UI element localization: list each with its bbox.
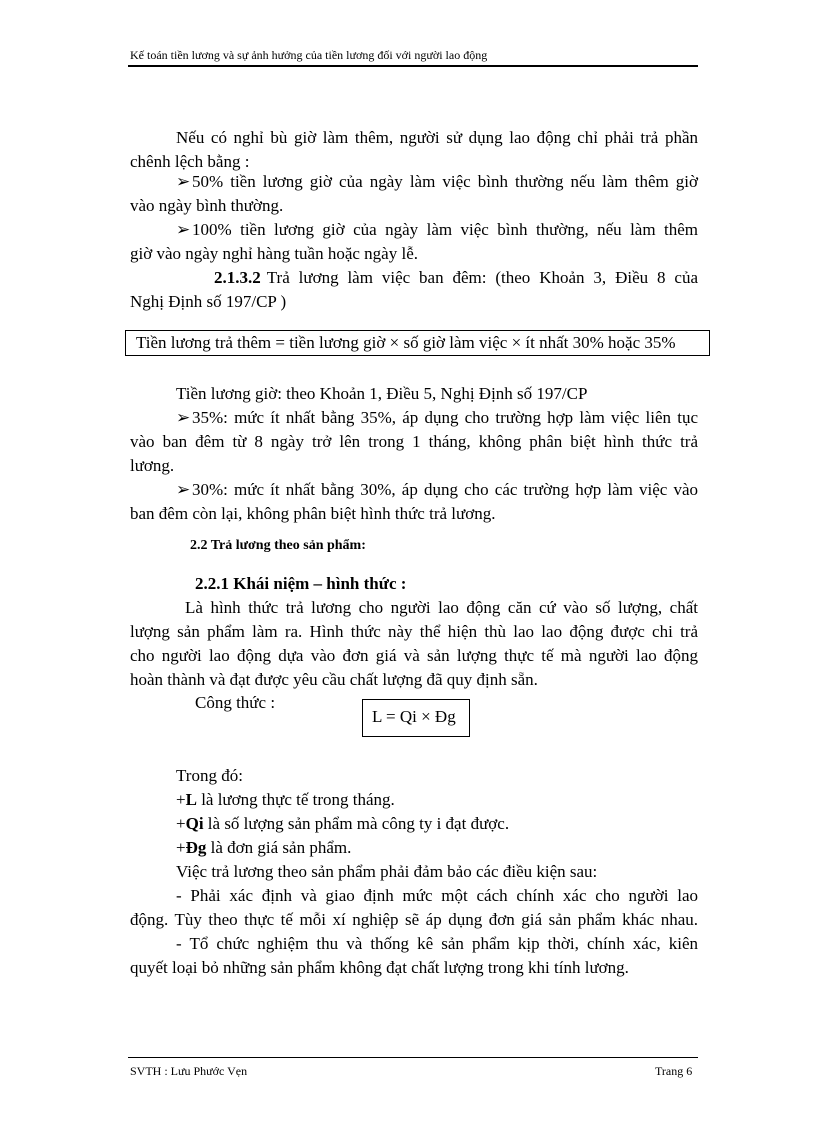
bullet-text: 30%: mức ít nhất bằng 30%, áp dụng cho các trường hợp làm việc vào [192,480,698,499]
arrow-bullet-icon: ➢ [176,480,191,499]
definition-item: +Qi là số lượng sản phẩm mà công ty i đạt được. [176,814,510,833]
definition-symbol: L [185,790,197,809]
definition-symbol: Đg [185,838,207,857]
paragraph-line: giờ vào ngày nghỉ hàng tuần hoặc ngày lễ. [130,244,418,263]
paragraph-line: vào ngày bình thường. [130,196,284,215]
paragraph-line: Nếu có nghỉ bù giờ làm thêm, người sử dụng lao động chỉ phải trả phần [176,128,698,147]
bullet-text: 50% tiền lương giờ của ngày làm việc bình thường nếu làm thêm giờ [192,172,698,191]
footer-author: SVTH : Lưu Phước Vẹn [130,1064,248,1078]
section-heading-2-2: 2.2 Trả lương theo sản phẩm: [190,538,366,553]
section-heading-2-2-1: 2.2.1 Khái niệm – hình thức : [195,574,407,593]
paragraph-line: vào ban đêm từ 8 ngày trở lên trong 1 tháng, không phân biệt hình thức trả [130,432,698,451]
paragraph-line: lượng sản phẩm làm ra. Hình thức này thể hiện thù lao lao động được chi trả [130,622,698,641]
bullet-item [176,480,698,500]
bullet-item [176,172,698,192]
arrow-bullet-icon: ➢ [176,172,191,191]
arrow-bullet-icon: ➢ [176,220,191,239]
paragraph-line: - Tổ chức nghiệm thu và thống kê sản phẩm kịp thời, chính xác, kiên [176,934,698,953]
header-divider [128,65,698,67]
paragraph-line: động. Tùy theo thực tế mỗi xí nghiệp sẽ áp dụng đơn giá sản phẩm khác nhau. [130,910,698,929]
paragraph-line: - Phải xác định và giao định mức một cách chính xác cho người lao [176,886,698,905]
paragraph-line: quyết loại bỏ những sản phẩm không đạt chất lượng trong khi tính lương. [130,958,629,977]
paragraph-line: chênh lệch bằng : [130,152,250,171]
section-title: Trả lương làm việc ban đêm: (theo Khoản 3, Điều 8 của [266,268,698,287]
definition-symbol: Qi [185,814,204,833]
bullet-item [176,408,698,428]
definition-item: +L là lương thực tế trong tháng. [176,790,395,809]
paragraph-line: Là hình thức trả lương cho người lao động căn cứ vào số lượng, chất [185,598,698,617]
definition-text: là số lượng sản phẩm mà công ty i đạt được. [203,814,510,833]
paragraph-line: Việc trả lương theo sản phẩm phải đảm bảo các điều kiện sau: [176,862,598,881]
bullet-item [176,220,698,240]
section-heading-2-1-3-2 [214,268,698,288]
formula-text: Tiền lương trả thêm = tiền lương giờ × số giờ làm việc × ít nhất 30% hoặc 35% [136,333,676,352]
paragraph-line: Tiền lương giờ: theo Khoản 1, Điều 5, Nghị Định số 197/CP [176,384,588,403]
footer-page-number: Trang 6 [655,1064,693,1078]
paragraph-line: hoàn thành và đạt được yêu cầu chất lượng đã quy định sẵn. [130,670,538,689]
paragraph-line: ban đêm còn lại, không phân biệt hình thức trả lương. [130,504,496,523]
definition-text: là lương thực tế trong tháng. [196,790,395,809]
paragraph-line: Trong đó: [176,766,243,785]
formula-text: L = Qi × Đg [372,707,456,726]
definition-text: là đơn giá sản phẩm. [206,838,352,857]
section-number: 2.1.3.2 [214,268,261,287]
paragraph-line: lương. [130,456,175,475]
bullet-text: 35%: mức ít nhất bằng 35%, áp dụng cho trường hợp làm việc liên tục [192,408,698,427]
header-title: Kế toán tiền lương và sự ảnh hưởng của tiền lương đối với người lao động [130,48,488,62]
paragraph-line: cho người lao động dựa vào đơn giá và sản lượng thực tế mà người lao động [130,646,698,665]
paragraph-line: Nghị Định số 197/CP ) [130,292,287,311]
formula-label: Công thức : [195,693,276,712]
definition-item: +Đg là đơn giá sản phẩm. [176,838,352,857]
bullet-text: 100% tiền lương giờ của ngày làm việc bình thường, nếu làm thêm [192,220,698,239]
footer-divider [128,1057,698,1058]
arrow-bullet-icon: ➢ [176,408,191,427]
